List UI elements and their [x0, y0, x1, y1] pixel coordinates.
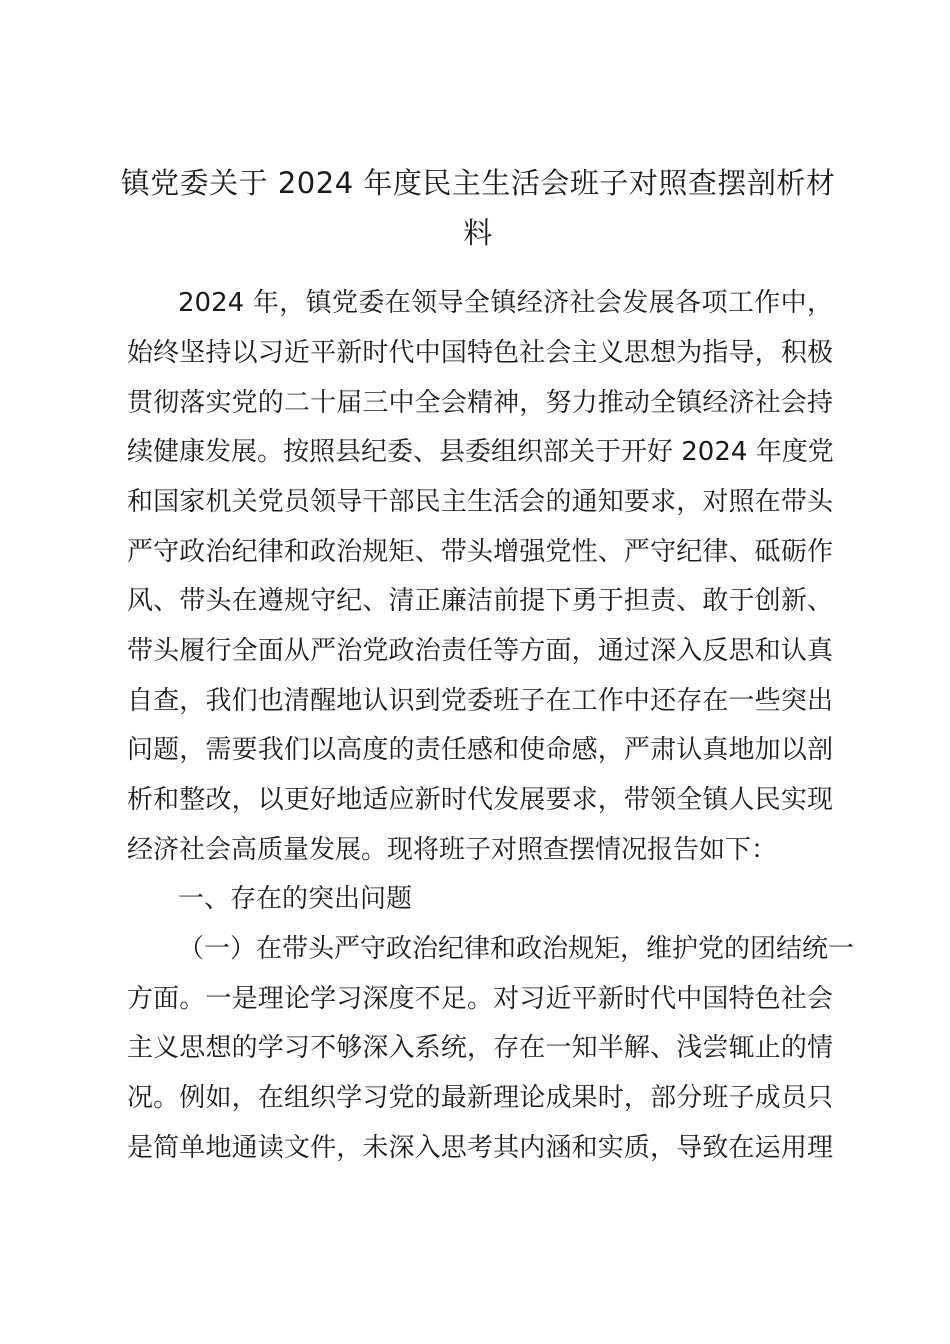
paragraph-line: 和国家机关党员领导干部民主生活会的通知要求，对照在带头: [127, 487, 833, 517]
section-heading: 一、存在的突出问题: [178, 884, 413, 914]
title-line: 料: [463, 216, 493, 250]
document-title: [118, 158, 838, 258]
paragraph-line: 问题，需要我们以高度的责任感和使命感，严肃认真地加以剖: [127, 735, 833, 765]
paragraph-line: 风、带头在遵规守纪、清正廉洁前提下勇于担责、敢于创新、: [127, 586, 833, 616]
paragraph-line: 始终坚持以习近平新时代中国特色社会主义思想为指导，积极: [127, 338, 833, 368]
paragraph-line: 2024 年，镇党委在领导全镇经济社会发展各项工作中，: [178, 288, 833, 318]
paragraph-line: 续健康发展。按照县纪委、县委组织部关于开好 2024 年度党: [127, 437, 834, 467]
paragraph-line: （一）在带头严守政治纪律和政治规矩，维护党的团结统一: [178, 934, 855, 964]
paragraph-line: 带头履行全面从严治党政治责任等方面，通过深入反思和认真: [127, 636, 833, 666]
paragraph-line: 方面。一是理论学习深度不足。对习近平新时代中国特色社会: [127, 984, 833, 1014]
paragraph-line: 严守政治纪律和政治规矩、带头增强党性、严守纪律、砥砺作: [127, 537, 833, 567]
paragraph-line: 经济社会高质量发展。现将班子对照查摆情况报告如下：: [127, 835, 778, 865]
paragraph-line: 主义思想的学习不够深入系统，存在一知半解、浅尝辄止的情: [127, 1033, 833, 1063]
paragraph-line: 自查，我们也清醒地认识到党委班子在工作中还存在一些突出: [127, 686, 833, 716]
paragraph-line: 况。例如，在组织学习党的最新理论成果时，部分班子成员只: [127, 1083, 833, 1113]
title-line: 镇党委关于 2024 年度民主生活会班子对照查摆剖析材: [120, 166, 836, 200]
paragraph-line: 是简单地通读文件，未深入思考其内涵和实质，导致在运用理: [127, 1133, 833, 1163]
paragraph-line: 贯彻落实党的二十届三中全会精神，努力推动全镇经济社会持: [127, 388, 833, 418]
paragraph-line: 析和整改，以更好地适应新时代发展要求，带领全镇人民实现: [127, 785, 833, 815]
